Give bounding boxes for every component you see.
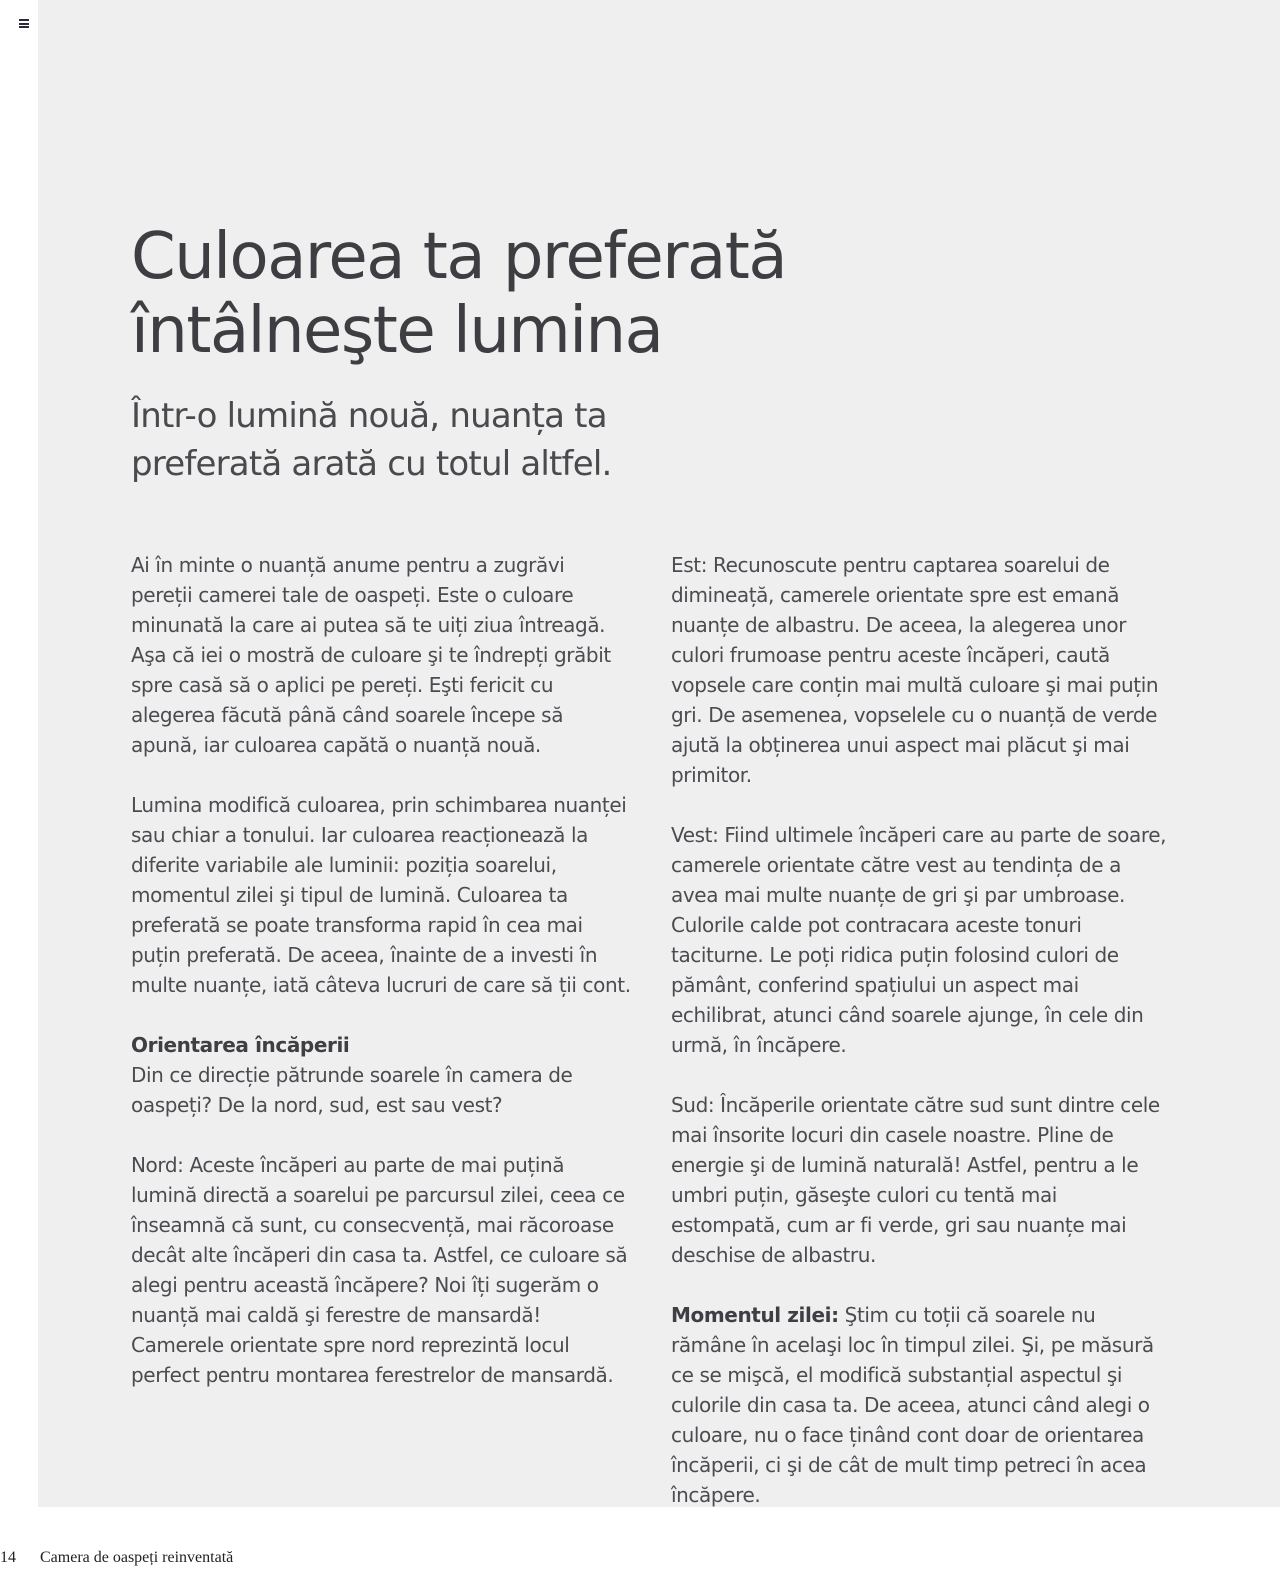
page-footer bbox=[0, 1549, 1280, 1569]
paragraph-south: Sud: Încăperile orientate către sud sunt dintre cele mai însorite locuri din casele noastre. Pline de energie şi de lumină naturală! Astfel, pentru a le umbri puțin, găseşte culori cu tentă mai estompată, cum ar fi verde, gri sau nuanțe mai deschise de albastru. bbox=[671, 1093, 1160, 1267]
subtitle-line-2: preferată arată cu totul altfel. bbox=[131, 444, 612, 484]
title-line-1: Culoarea ta preferată bbox=[131, 220, 787, 294]
left-column bbox=[131, 550, 631, 1420]
paragraph-north: Nord: Aceste încăperi au parte de mai puțină lumină directă a soarelui pe parcursul zilei, ceea ce înseamnă că sunt, cu consecvență, mai răcoroase decât alte încăperi din casa ta. Astfel, ce culoare să alegi pentru această încăpere? Noi îți sugerăm o nuanță mai caldă şi ferestre de mansardă! Camerele orientate spre nord reprezintă locul perfect pentru montarea ferestrelor de mansardă. bbox=[131, 1153, 628, 1387]
paragraph-west: Vest: Fiind ultimele încăperi care au parte de soare, camerele orientate către vest au tendința de a avea mai multe nuanțe de gri şi par umbroase. Culorile calde pot contracara aceste tonuri taciturne. Le poți ridica puțin folosind culori de pământ, conferind spațiului un aspect mai echilibrat, atunci când soarele ajunge, în cele din urmă, în încăpere. bbox=[671, 823, 1167, 1057]
menu-bar-icon bbox=[19, 26, 29, 28]
paragraph-time-of-day bbox=[671, 1300, 1171, 1510]
paragraph-intro: Ai în minte o nuanță anume pentru a zugrăvi pereții camerei tale de oaspeți. Este o culoare minunată la care ai putea să te uiți ziua întreagă. Aşa că iei o mostră de culoare şi te îndrepți grăbit spre casă să o aplici pe pereți. Eşti fericit cu alegerea făcută până când soarele începe să apună, iar culoarea capătă o nuanță nouă. bbox=[131, 553, 611, 757]
menu-bar-icon bbox=[19, 23, 29, 25]
title-line-2: întâlneşte lumina bbox=[131, 294, 663, 368]
footer-title: Camera de oaspeți reinventată bbox=[40, 1549, 234, 1566]
right-column bbox=[671, 550, 1171, 1540]
hamburger-menu-icon[interactable] bbox=[19, 19, 29, 28]
section-heading: Orientarea încăperii bbox=[131, 1033, 350, 1057]
page-number: 14 bbox=[0, 1549, 16, 1566]
page-title bbox=[131, 220, 891, 368]
time-of-day-text: Ştim cu toții că soarele nu rămâne în acelaşi loc în timpul zilei. Şi, pe măsură ce se mişcă, el modifică substanțial aspectul şi culorile din casa ta. De aceea, atunci când alegi o culoare, nu o face ținând cont doar de orientarea încăperii, ci şi de cât de mult timp petreci în acea încăpere. bbox=[671, 1303, 1154, 1507]
subtitle-line-1: Într-o lumină nouă, nuanța ta bbox=[131, 396, 607, 436]
section-room-orientation bbox=[131, 1030, 631, 1120]
paragraph-east: Est: Recunoscute pentru captarea soarelui de dimineață, camerele orientate spre est emană nuanțe de albastru. De aceea, la alegerea unor culori frumoase pentru aceste încăperi, caută vopsele care conțin mai multă culoare şi mai puțin gri. De asemenea, vopselele cu o nuanță de verde ajută la obținerea unui aspect mai plăcut şi mai primitor. bbox=[671, 553, 1159, 787]
menu-bar-icon bbox=[19, 19, 29, 21]
paragraph-light-changes-color: Lumina modifică culoarea, prin schimbarea nuanței sau chiar a tonului. Iar culoarea reacționează la diferite variabile ale luminii: poziția soarelui, momentul zilei şi tipul de lumină. Culoarea ta preferată se poate transforma rapid în cea mai puțin preferată. De aceea, înainte de a investi în multe nuanțe, iată câteva lucruri de care să ții cont. bbox=[131, 793, 631, 997]
page-subtitle bbox=[131, 392, 691, 488]
paragraph-direction-question: Din ce direcție pătrunde soarele în camera de oaspeți? De la nord, sud, est sau vest? bbox=[131, 1063, 573, 1117]
time-of-day-lead: Momentul zilei: bbox=[671, 1303, 839, 1327]
